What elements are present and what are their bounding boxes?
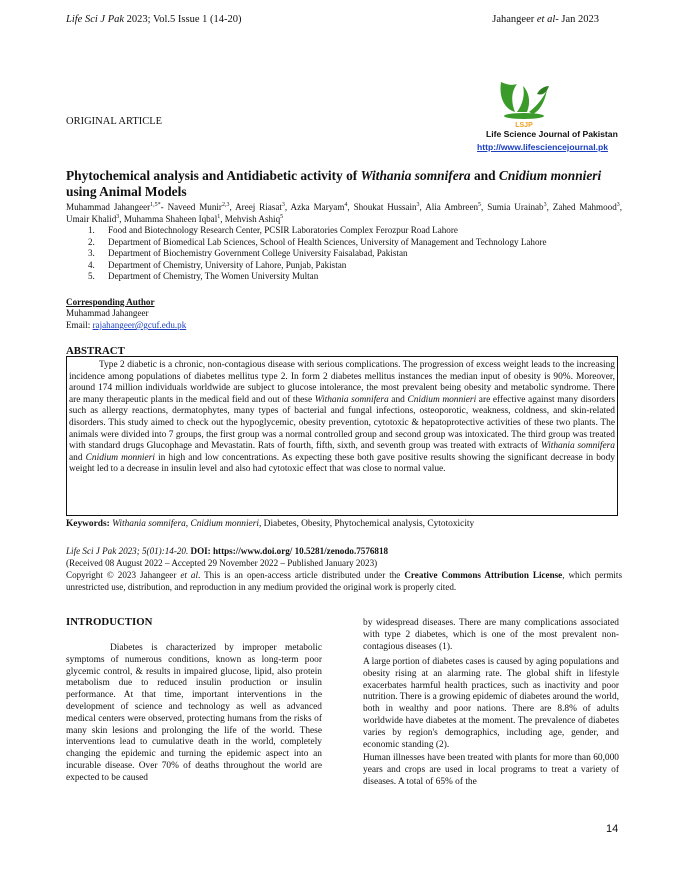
- journal-url-link[interactable]: http://www.lifesciencejournal.pk: [477, 142, 608, 152]
- affiliation: 4. Department of Chemistry, University of Lahore, Punjab, Pakistan: [88, 259, 347, 270]
- author: Azka Maryam$^4$: [290, 201, 348, 212]
- abstract-body: Type 2 diabetic is a chronic, non-contagious disease with serious complications. The progression of excess weight leads to the increasing incidence among populations of diabetes mellitus type 2. In form 2 diabetes mellitus instances the median input of obesity is 90%. Moreover, around 174 million individuals worldwide are subject to glucose intolerance, the most prevalent being obesity and metabolic syndrome. There are many therapeutic plants in the medical field and out of these Withania somnifera and Cnidium monnieri are effective against many disorders such as allergy reactions, dermatophytes, many types of bacterial and fungal infections, osteoporotic, weakness, coldness, and skin-related disorders. This study aimed to check out the hypoglycemic, obesity prevention, cytotoxic & hepatoprotective activities of these two plants. The animals were divided into 7 groups, the first group was a normal controlled group and second group was intoxicated. The third group was treated with standard drugs Glucophage and Mevastatin. Rats of fourth, fifth, sixth, and seventh group was treated with extracts of Withania somnifera and Cnidium monnieri in high and low concentrations. As expecting these both gave positive results showing the significant decrease in body weight led to a decrease in insulin level and also had cytotoxic effect that was close to normal value.: [66, 356, 618, 516]
- running-header-right: [492, 14, 599, 25]
- page-number: 14: [606, 823, 619, 835]
- title-part: and: [470, 168, 499, 183]
- affiliation: 5. Department of Chemistry, The Women University Multan: [88, 271, 319, 282]
- author: Shoukat Hussain$^3$: [353, 201, 420, 212]
- logo-green-swoosh-left: [501, 82, 517, 112]
- author: Alia Ambreen$^5$: [425, 201, 482, 212]
- logo-base: [504, 113, 544, 119]
- doi-label: DOI:: [188, 546, 213, 556]
- author-list: Muhammad Jahangeer$^{1,5*}$- Naveed Munir$^{2,3}$, Areej Riasat$^3$, Azka Maryam$^4$, Shoukat Hussain$^3$, Alia Ambreen$^5$, Sumia Urainab$^3$, Zahed Mahmood$^3$, Umair Khalid$^3$, Muhamma Shaheen Iqbal$^1$, Mehvish Ashiq$^5$: [66, 201, 623, 224]
- header-etal: et al: [536, 14, 556, 25]
- article-type: ORIGINAL ARTICLE: [66, 116, 163, 127]
- doi-link[interactable]: https://www.doi.org/ 10.5281/zenodo.7576818: [213, 546, 389, 556]
- intro-left-paragraph: Diabetes is characterized by improper metabolic symptoms of numerous conditions, known as long-term poor glycemic control, & results in impaired glucose, lipid, also protein metabolism due to reduced insulin production or insulin performance. At that time, important interventions in the development of science and technology as well as advanced medical centers were observed, protecting humans from the risks of many skin lesions and prolonging the life of the world. These interventions lead to cumulative death in the world, completely changing the epidemic and turning the epidemic aspect into an incurable disease. Over 70% of deaths throughout the world are expected to be caused: [66, 643, 322, 783]
- email-link[interactable]: rajahangeer@gcuf.edu.pk: [92, 320, 187, 330]
- species-name: Cnidium monnieri: [85, 452, 155, 463]
- journal-logo: [497, 78, 551, 130]
- title-species: Withania somnifera: [360, 168, 471, 183]
- citation-journal: Life Sci J Pak 2023; 5(01):14-20.: [66, 546, 189, 556]
- article-title: [66, 168, 626, 200]
- abstract-heading: ABSTRACT: [66, 345, 125, 357]
- license-name: Creative Commons Attribution License: [404, 570, 563, 580]
- corresponding-name: Muhammad Jahangeer: [66, 308, 149, 318]
- keyword-rest: , Diabetes, Obesity, Phytochemical analysis, Cytotoxicity: [258, 519, 475, 529]
- affiliation: 2. Department of Biomedical Lab Sciences, School of Health Sciences, University of Management and Technology Lahore: [88, 236, 547, 247]
- title-species: Cnidium monnieri: [498, 168, 602, 183]
- corresponding-email: [66, 320, 186, 330]
- keyword: Withania somnifera: [112, 519, 186, 529]
- author: Muhammad Jahangeer$^{1,5*}$: [66, 201, 161, 212]
- species-name: Withania somnifera: [314, 394, 389, 405]
- header-date: - Jan 2023: [555, 14, 599, 25]
- affiliation: 1. Food and Biotechnology Research Center, PCSIR Laboratories Complex Ferozpur Road Lahore: [88, 225, 458, 235]
- logo-green-swoosh-mid: [517, 86, 529, 112]
- author: Zahed Mahmood$^3$: [552, 201, 620, 212]
- logo-leaf: [537, 86, 549, 95]
- author: Muhamma Shaheen Iqbal$^1$: [123, 213, 221, 224]
- author: Areej Riasat$^3$: [235, 201, 285, 212]
- logo-text: LSJP: [515, 122, 533, 129]
- header-author: Jahangeer: [492, 14, 537, 25]
- title-part: using Animal Models: [66, 184, 187, 199]
- keywords-label: Keywords:: [66, 519, 113, 529]
- introduction-heading: INTRODUCTION: [66, 616, 153, 628]
- intro-right-paragraph: Human illnesses have been treated with plants for more than 60,000 years and crops are used in local programs to treat a variety of diseases. A total of 65% of the: [363, 753, 619, 787]
- intro-right-paragraph: by widespread diseases. There are many complications associated with type 2 diabetes, which is one of the most prevalent non-contagious diseases (1).: [363, 618, 619, 652]
- citation-block: [66, 546, 622, 569]
- species-name: Cnidium monnieri: [407, 394, 477, 405]
- corresponding-heading: Corresponding Author: [66, 297, 155, 307]
- author: Umair Khalid$^3$: [66, 213, 120, 224]
- title-part: Phytochemical analysis and Antidiabetic activity of: [66, 168, 361, 183]
- citation-line: [66, 546, 622, 558]
- affiliation: 3. Department of Biochemistry Government College University Faisalabad, Pakistan: [88, 248, 408, 259]
- keywords: Keywords: Withania somnifera, Cnidium monnieri, Diabetes, Obesity, Phytochemical analysis, Cytotoxicity: [66, 519, 475, 529]
- species-name: Withania somnifera: [540, 441, 615, 452]
- affiliation-list: [88, 225, 547, 283]
- running-header-left: [66, 14, 241, 25]
- keyword: Cnidium monnieri: [190, 519, 259, 529]
- author: Naveed Munir$^{2,3}$: [167, 201, 230, 212]
- email-label: Email:: [66, 320, 93, 330]
- issue-info: 2023; Vol.5 Issue 1 (14-20): [124, 14, 242, 25]
- journal-name: Life Science Journal of Pakistan: [486, 129, 618, 139]
- author: Mehvish Ashiq$^5$: [224, 213, 284, 224]
- author: Sumia Urainab$^3$: [487, 201, 547, 212]
- dates-line: (Received 08 August 2022 – Accepted 29 November 2022 – Published January 2023): [66, 557, 378, 568]
- copyright-notice: Copyright © 2023 Jahangeer et al. This is an open-access article distributed under the Creative Commons Attribution License, which permits unrestricted use, distribution, and reproduction in any medium provided the original work is properly cited.: [66, 570, 622, 592]
- intro-right-paragraph: A large portion of diabetes cases is caused by aging populations and obesity rising at an alarming rate. The global shift in lifestyle exacerbates harmful health practices, such as inactivity and poor nutrition. There is a growing epidemic of diabetes around the world, both in wealthy and poor nations. There are 8.8% of adults worldwide have diabetes at the moment. The prevalence of diabetes varies by region's demographics, including age, gender, and economic standing (2).: [363, 657, 620, 750]
- journal-abbrev: Life Sci J Pak: [66, 14, 125, 25]
